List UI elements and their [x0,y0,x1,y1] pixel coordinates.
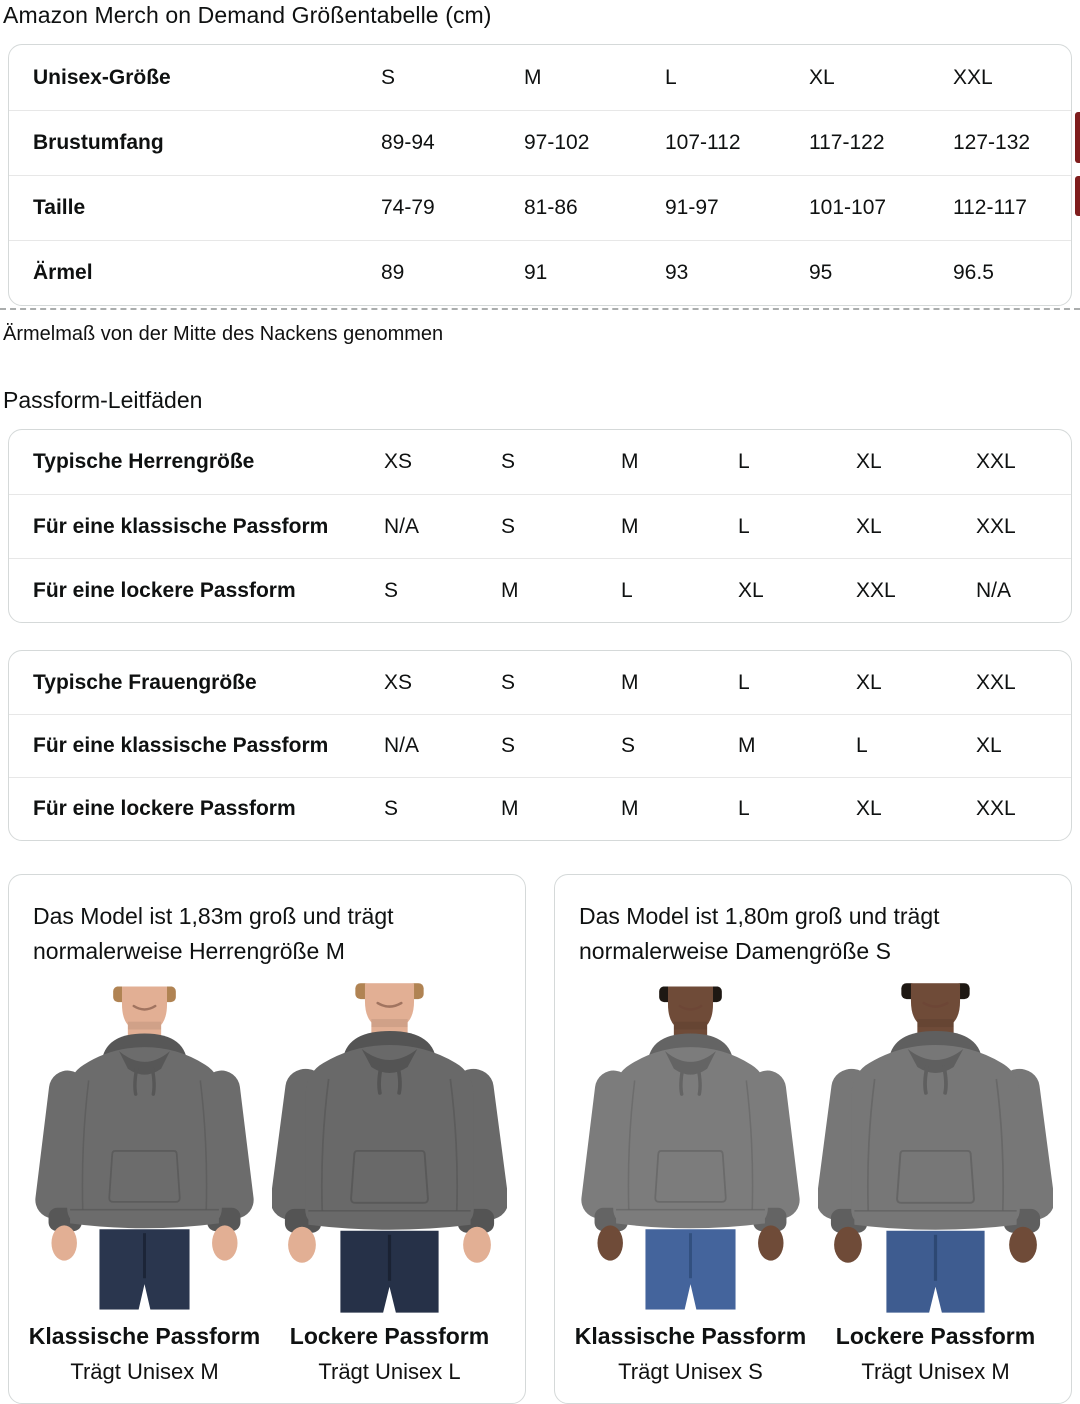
model-photo-loose-male [272,983,507,1313]
table-cell: S [501,450,516,473]
table-cell: L [665,65,677,89]
figure-classic-male [27,983,262,1385]
table-cell: L [856,734,868,757]
table-row [9,430,1071,494]
row-label: Taille [33,196,86,219]
fit-size-label: Trägt Unisex S [618,1359,763,1384]
table-cell: M [501,578,519,602]
page-title: Amazon Merch on Demand Größentabelle (cm) [3,2,492,28]
fit-caption: Klassische Passform [28,1323,261,1349]
table-cell: N/A [384,514,420,538]
table-cell: XS [384,670,413,694]
row-label: Brustumfang [33,131,164,154]
fit-caption: Lockere Passform [289,1323,490,1349]
table-cell: XS [384,450,413,473]
table-cell: M [738,734,756,757]
scroll-indicator[interactable] [1075,112,1080,163]
figure-loose-male [272,983,507,1385]
men-model-card [8,874,526,1404]
table-row [9,558,1071,622]
model-cards-row [8,874,1072,1404]
table-row [9,45,1071,110]
table-row [9,714,1071,777]
row-label: Für eine lockere Passform [33,578,296,602]
table-cell: S [501,514,516,538]
table-cell: S [621,734,636,757]
table-cell: XXL [976,450,1016,473]
fit-guides-heading: Passform-Leitfäden [3,387,203,413]
table-cell: 89 [381,261,405,284]
men-fit-table [8,429,1072,623]
row-label: Für eine klassische Passform [33,734,329,757]
table-cell: 91-97 [665,196,719,219]
fit-caption: Lockere Passform [835,1323,1036,1349]
table-cell: S [381,65,396,89]
scroll-indicator[interactable] [1075,176,1080,216]
table-cell: 97-102 [524,131,590,154]
table-cell: XXL [976,514,1016,538]
women-model-card [554,874,1072,1404]
figure-loose-female [818,983,1053,1385]
table-row [9,240,1071,305]
table-cell: XXL [976,670,1016,694]
model-photo-classic-female [573,983,808,1313]
sleeve-measure-note: Ärmelmaß von der Mitte des Nackens genommen [3,323,444,345]
table-row [9,777,1071,840]
table-cell: L [738,670,750,694]
table-row [9,110,1071,175]
table-cell: XL [809,65,835,89]
table-cell: 112-117 [953,196,1027,219]
row-label: Ärmel [33,261,93,284]
table-cell: 91 [524,261,548,284]
table-cell: 107-112 [665,131,741,154]
table-cell: XL [738,578,764,602]
table-cell: XXL [856,578,896,602]
table-cell: XL [976,734,1002,757]
table-cell: XL [856,450,882,473]
table-cell: 81-86 [524,196,578,219]
model-description: Das Model ist 1,80m groß und trägt normalerweise Damengröße S [579,903,940,964]
table-cell: S [384,578,399,602]
figures-row [571,983,1055,1385]
unisex-size-table [8,44,1072,306]
table-cell: 101-107 [809,196,887,219]
table-cell: L [738,797,750,820]
row-label: Unisex-Größe [33,65,171,89]
table-cell: S [501,734,516,757]
table-cell: XXL [976,797,1016,820]
fit-size-label: Trägt Unisex M [861,1359,1010,1384]
model-photo-loose-female [818,983,1053,1313]
table-cell: M [501,797,519,820]
model-description: Das Model ist 1,83m groß und trägt normalerweise Herrengröße M [33,903,394,964]
table-cell: N/A [384,734,420,757]
table-cell: M [621,670,639,694]
table-cell: L [738,450,750,473]
table-row [9,494,1071,558]
table-cell: 74-79 [381,196,435,219]
table-cell: XL [856,797,882,820]
table-cell: 93 [665,261,689,284]
table-cell: 117-122 [809,131,885,154]
row-label: Typische Frauengröße [33,670,257,694]
table-row [9,651,1071,714]
table-cell: L [621,578,633,602]
table-cell: S [384,797,399,820]
table-cell: M [524,65,542,89]
table-cell: 95 [809,261,833,284]
fit-size-label: Trägt Unisex L [318,1359,461,1384]
table-cell: 89-94 [381,131,435,154]
table-cell: N/A [976,578,1012,602]
fit-caption: Klassische Passform [574,1323,807,1349]
table-cell: M [621,514,639,538]
women-fit-table [8,650,1072,841]
row-label: Für eine klassische Passform [33,514,329,538]
table-cell: 96.5 [953,261,994,284]
table-row [9,175,1071,240]
table-cell: S [501,670,516,694]
table-cell: M [621,797,639,820]
fit-size-label: Trägt Unisex M [70,1359,219,1384]
table-cell: 127-132 [953,131,1031,154]
row-label: Für eine lockere Passform [33,797,296,820]
model-photo-classic-male [27,983,262,1313]
table-cell: XXL [953,65,993,89]
table-cell: L [738,514,750,538]
figures-row [25,983,509,1385]
figure-classic-female [573,983,808,1385]
table-cell: XL [856,514,882,538]
table-cell: M [621,450,639,473]
row-label: Typische Herrengröße [33,450,255,473]
table-cell: XL [856,670,882,694]
